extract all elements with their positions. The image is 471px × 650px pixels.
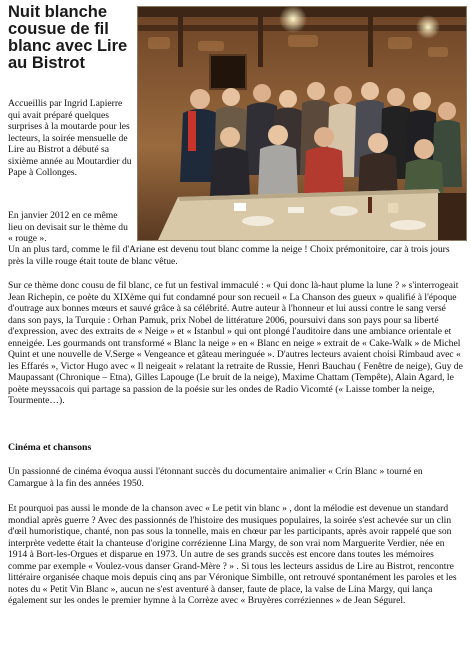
cinema-paragraph: Un passionné de cinéma évoqua aussi l'étonnant succès du documentaire animalier « Crin Blanc » tourné en Camargue à la fin des années 1950. (8, 466, 423, 489)
section-subheading: Cinéma et chansons (8, 442, 92, 453)
article-title: Nuit blanche cousue de fil blanc avec Lire au Bistrot (8, 3, 128, 72)
chanson-paragraph: Et pourquoi pas aussi le monde de la chanson avec « Le petit vin blanc » , dont la mélodie est devenue un standard mondial après guerre ? Avec des passionnés de l'histoire des musiques populaires, la soirée s'est achevée sur un clin d'œil humoristique, chanté, non pas sous la tonnelle, mais en chœur par les participants, après avoir rappelé que son interprète vedette était la chanteuse d'origine corrézienne Lina Margy, de son vrai nom Marguerite Verdier, née en 1914 à Bort-les-Orgues et disparue en 1973. Un autre de ses grands succès est encore dans toutes les mémoires comme par exemple « Voulez-vous danser Grand-Mère ? » . Si tous les lecteurs assidus de Lire au Bistrot, rencontre littéraire organisée chaque mois depuis cinq ans par Véronique Simbille, ont retrouvé spontanément les paroles et les notes du « Petit Vin Blanc », aucun ne s'est aventuré à danser, faute de place, la valse de Lina Margy, qui lança également sur les ondes le premier hymne à la Corrèze avec « Bruyères corréziennes » de Jean Ségurel. (8, 503, 457, 606)
intro-paragraph: Accueillis par Ingrid Lapierre qui avait préparé quelques surprises à la moutarde pour les lecteurs, la soirée mensuelle de Lire au Bistrot a débuté sa sixième année au Moutardier du Pape à Collonges. (8, 98, 132, 178)
festival-paragraph: Sur ce thème donc cousu de fil blanc, ce fut un festival immaculé : « Qui donc là-haut plume la lune ? » s'interrogeait Jean Richepin, ce poète du XIXème qui fut condamné pour son recueil « La Chanson des gueux » qualifié à l'époque d'outrage aux bonnes mœurs et sauvé grâce à sa célébrité. Autre auteur à l'honneur et lui aussi contre le sang versé dans son pays, la Turquie : Orhan Pamuk, prix Nobel de littérature 2006, poursuivi dans son pays pour sa liberté d'expression, avec des extraits de « Neige » et « Istanbul » qui ont plongé l'auditoire dans une ambiance orientale et enneigée. Les gourmands ont transformé « Blanc la neige » en « Blanc en neige » extrait de « Cake-Walk » de Michel Quint et une nouvelle de V.Serge « Vengeance et gâteau meringuée ». D'autres lecteurs avaient choisi Rimbaud avec « les Effarés », Victor Hugo avec « Il neigeait » relatant la retraite de Russie, Henri Bauchau ( Fenêtre de neige), Guy de Maupassant (Chronique – Etna), Gilles Lapouge (Le bruit de la neige), Maxime Chattam (Tempête), Alain Agard, le poète meyssacois qui partage sa passion de la poésie sur les ondes de Radio Vicomté (« Laisse tomber la neige, Tourmente…). (8, 280, 463, 406)
january-paragraph-end: Un an plus tard, comme le fil d'Ariane est devenu tout blanc comme la neige ! Choix prémonitoire, car à trois jours près la ville rouge était toute de blanc vêtue. (8, 244, 450, 267)
group-photo (137, 6, 467, 241)
january-paragraph-start: En janvier 2012 en ce même lieu on devisait sur le thème du « rouge ». (8, 210, 128, 244)
group-photo-image (138, 7, 466, 240)
